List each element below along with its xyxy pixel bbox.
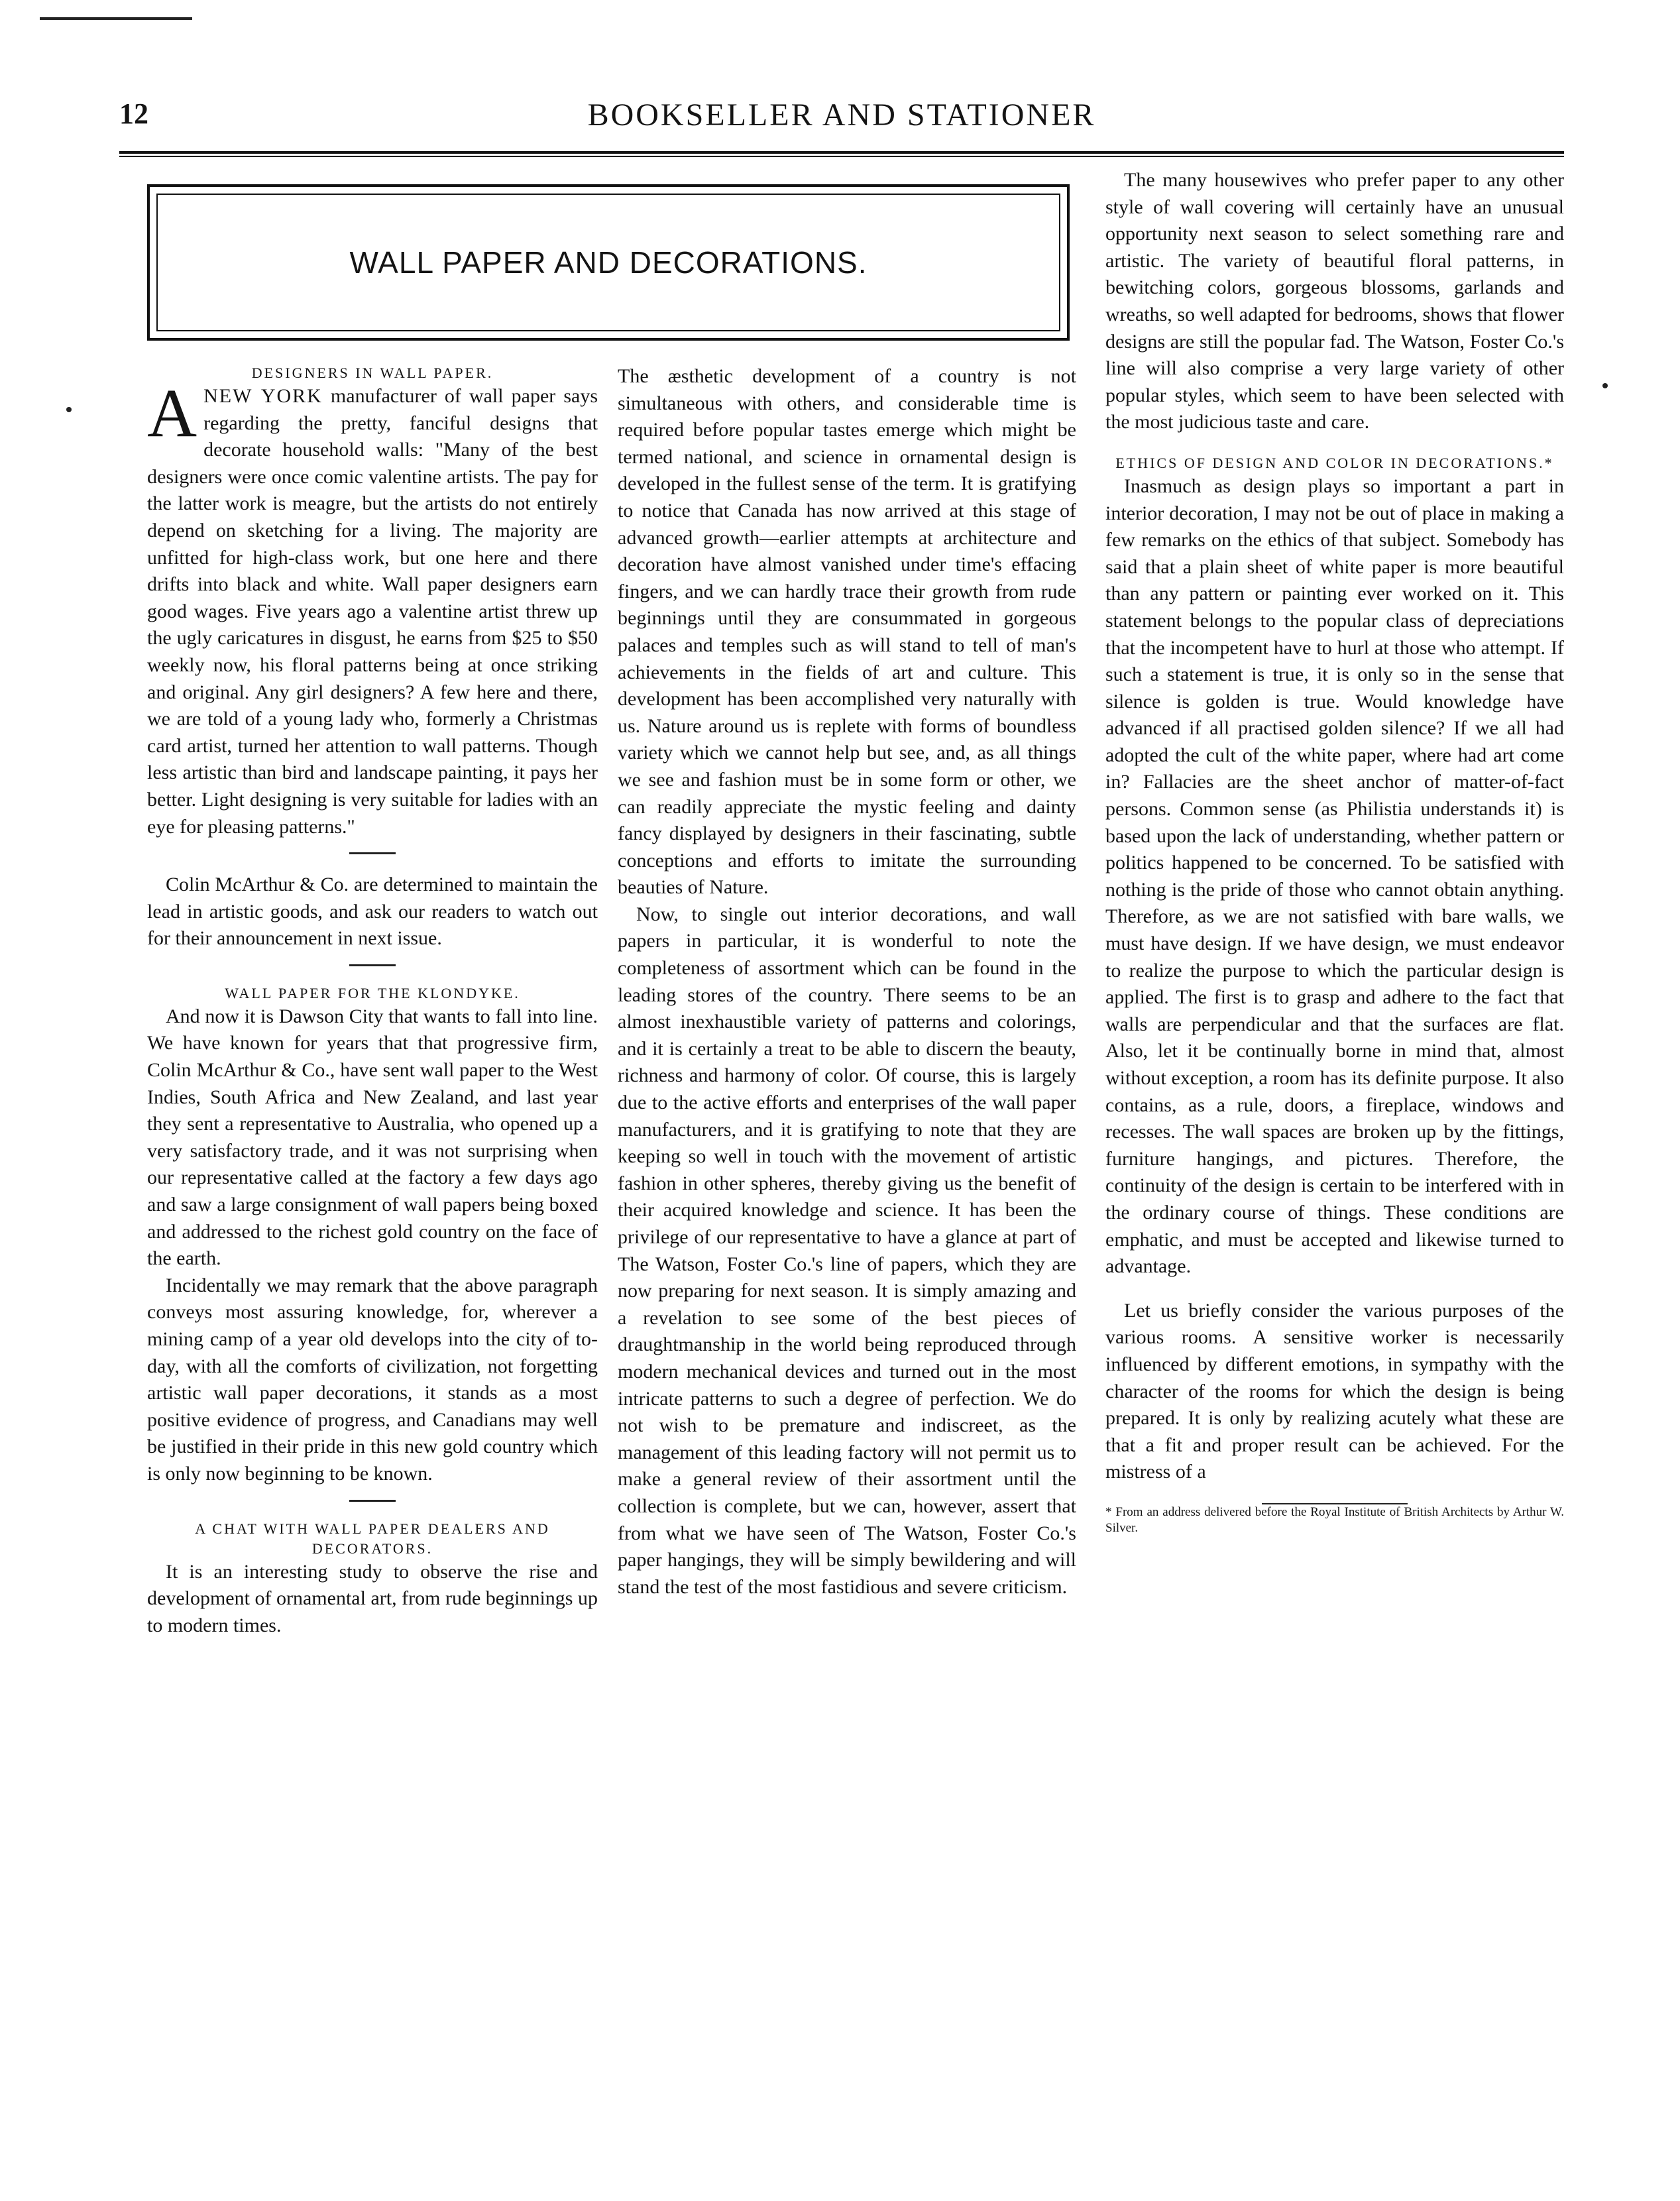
lead-words: NEW YORK <box>203 385 323 407</box>
print-speck <box>66 407 72 412</box>
paragraph: Inasmuch as design plays so important a part in interior decoration, I may not be out of place in making a few remarks on the ethics of that subject. Somebody has said that a plain sheet of white paper is more beautiful than any pattern or painting ever worked on it. This statement belongs to the popular class of depreciations that the incompetent have to hurl at those who attempt. If such a statement is true, it is only so in the sense that silence is golden is true. Would knowledge have advanced if all practised golden silence? If we all had adopted the cult of the white paper, where had art come in? Fallacies are the sheet anchor of matter-of-fact persons. Common sense (as Philistia understands it) is based upon the lack of understanding, whether pattern or politics happened to be concerned. To be satisfied with nothing is the pride of those who cannot obtain anything. Therefore, as we are not satisfied with bare walls, we must have design. If we have design, we must endeavor to realize the purpose to which the particular design is applied. The first is to grasp and adhere to the fact that walls are perpendicular and that the surfaces are flat. Also, let it be continually borne in mind that, almost without exception, a room has its definite purpose. It also contains, as a rule, doors, a fireplace, windows and recesses. The wall spaces are broken up by the fittings, furniture hangings, and pictures. Therefore, the continuity of the design is certain to be interfered with in the ordinary course of things. These conditions are emphatic, and must be accepted and likewise turned to advantage. <box>1105 475 1564 1278</box>
paragraph: And now it is Dawson City that wants to fall into line. We have known for years that that progressive firm, Colin McArthur & Co., have sent wall paper to the West Indies, South Africa and New Zealand, and last year they sent a representative to Australia, who opened up a very satisfactory trade, and it was not surprising when our representative called at the factory a few days ago and saw a large consignment of wall papers being boxed and addressed to the richest gold country on the face of the earth. <box>147 1005 598 1270</box>
page-header <box>119 97 1564 143</box>
article-title-box <box>147 184 1070 341</box>
column-2 <box>618 363 1076 1601</box>
section-separator <box>349 852 396 854</box>
paragraph-text: manufacturer of wall paper says regarding the pretty, fanciful designs that decorate household walls: "Many of the best designers were once comic valentine artists. The pay for the latter work is meagre, but the artists do not entirely depend on sketching for a living. The majority are unfitted for high-class work, but one here and there drifts into black and white. Wall paper designers earn good wages. Five years ago a valentine artist threw up the ugly caricatures in disgust, he earns from $25 to $50 weekly now, his floral patterns being at once striking and original. Any girl designers? A few here and there, we are told of a young lady who, formerly a Christmas card artist, turned her attention to wall patterns. Though less artistic than bird and landscape painting, it pays her better. Light designing is very suitable for ladies with an eye for pleasing patterns." <box>147 385 598 838</box>
header-rule <box>119 151 1564 157</box>
page-number: 12 <box>119 97 148 130</box>
column-1 <box>147 363 598 1639</box>
paragraph: Let us briefly consider the various purposes of the various rooms. A sensitive worker is necessarily influenced by different emotions, in sympathy with the character of the rooms for which the design is being prepared. It is only by realizing acutely what these are that a fit and proper result can be achieved. For the mistress of a <box>1105 1299 1564 1483</box>
subhead-designers: DESIGNERS IN WALL PAPER. <box>251 365 494 381</box>
paragraph: It is an interesting study to observe the rise and development of ornamental art, from rude beginnings up to modern times. <box>147 1560 598 1636</box>
paragraph: The many housewives who prefer paper to any other style of wall covering will certainly have an unusual opportunity next season to select something rare and artistic. The variety of beautiful floral patterns, in bewitching colors, gorgeous blossoms, garlands and wreaths, so well adapted for bedrooms, shows that flower designs are still the popular fad. The Watson, Foster Co.'s line will also comprise a very large variety of other popular styles, which seem to have been selected with the most judicious taste and care. <box>1105 169 1564 433</box>
paragraph <box>147 375 598 840</box>
article-title: WALL PAPER AND DECORATIONS. <box>349 245 868 280</box>
subhead-ethics: ETHICS OF DESIGN AND COLOR IN DECORATIONS.* <box>1115 454 1554 471</box>
corner-rule <box>40 17 192 20</box>
paragraph: Now, to single out interior decorations, and wall papers in particular, it is wonderful to note the completeness of assortment which can be found in the leading stores of the country. There seems to be an almost inexhaustible variety of patterns and colorings, and it is certainly a treat to be able to discern the beauty, richness and harmony of color. Of course, this is largely due to the active efforts and enterprises of the wall paper manufacturers, and it is gratifying to note that they are keeping so well in touch with the movement of artistic fashion in other spheres, thereby giving us the benefit of their acquired knowledge and science. It has been the privilege of our representative to have a glance at part of The Watson, Foster Co.'s line of papers, which they are now preparing for next season. It is simply amazing and a revelation to see some of the best pieces of draughtmanship in the world being reproduced through modern mechanical devices and turned out in the most intricate patterns to such a degree of perfection. We do not wish to be premature and indiscreet, as the management of this leading factory will not permit us to make a general review of their assortment until the collection is complete, but we can, however, assert that from what we have seen of The Watson, Foster Co.'s paper hangings, they will be simply bewildering and will stand the test of the most fastidious and severe criticism. <box>618 903 1076 1598</box>
section-separator <box>349 1500 396 1502</box>
spacer <box>1105 436 1564 453</box>
footnote: * From an address delivered before the Royal Institute of British Architects by Arthur W. Silver. <box>1105 1504 1564 1535</box>
column-3 <box>1105 167 1564 1536</box>
print-speck <box>1602 383 1608 388</box>
drop-cap: A <box>147 375 197 451</box>
paragraph: Colin McArthur & Co. are determined to maintain the lead in artistic goods, and ask our readers to watch out for their announcement in next issue. <box>147 874 598 950</box>
running-head: BOOKSELLER AND STATIONER <box>587 97 1096 133</box>
spacer <box>1105 1280 1564 1298</box>
paragraph: Incidentally we may remark that the above paragraph conveys most assuring knowledge, for, wherever a mining camp of a year old develops into the city of to-day, with all the comforts of civilization, not forgetting artistic wall paper decorations, it stands as a most positive evidence of progress, and Canadians may well be justified in their pride in this new gold country which is only now beginning to be known. <box>147 1274 598 1485</box>
subhead-klondyke: WALL PAPER FOR THE KLONDYKE. <box>225 984 520 1001</box>
article-title-inner-frame <box>156 194 1060 331</box>
section-separator <box>349 964 396 966</box>
subhead-chat: A CHAT WITH WALL PAPER DEALERS AND DECORATORS. <box>195 1520 550 1557</box>
paragraph: The æsthetic development of a country is not simultaneous with others, and considerable time is required before popular tastes emerge which might be termed national, and science in ornamental design is developed in the fullest sense of the term. It is gratifying to notice that Canada has now arrived at this stage of advanced growth—earlier attempts at architecture and decoration have almost vanished under time's effacing fingers, and we can hardly trace their growth from rude beginnings until they are consummated in gorgeous palaces and temples such as will stand to tell of man's achievements in the fields of art and culture. This development has been accomplished very naturally with us. Nature around us is replete with forms of boundless variety which we cannot help but see, and, as all things we see and fashion must be in some form or other, we can readily appreciate the mystic feeling and dainty fancy displayed by designers in their fascinating, subtle conceptions and efforts to imitate the surrounding beauties of Nature. <box>618 365 1076 899</box>
